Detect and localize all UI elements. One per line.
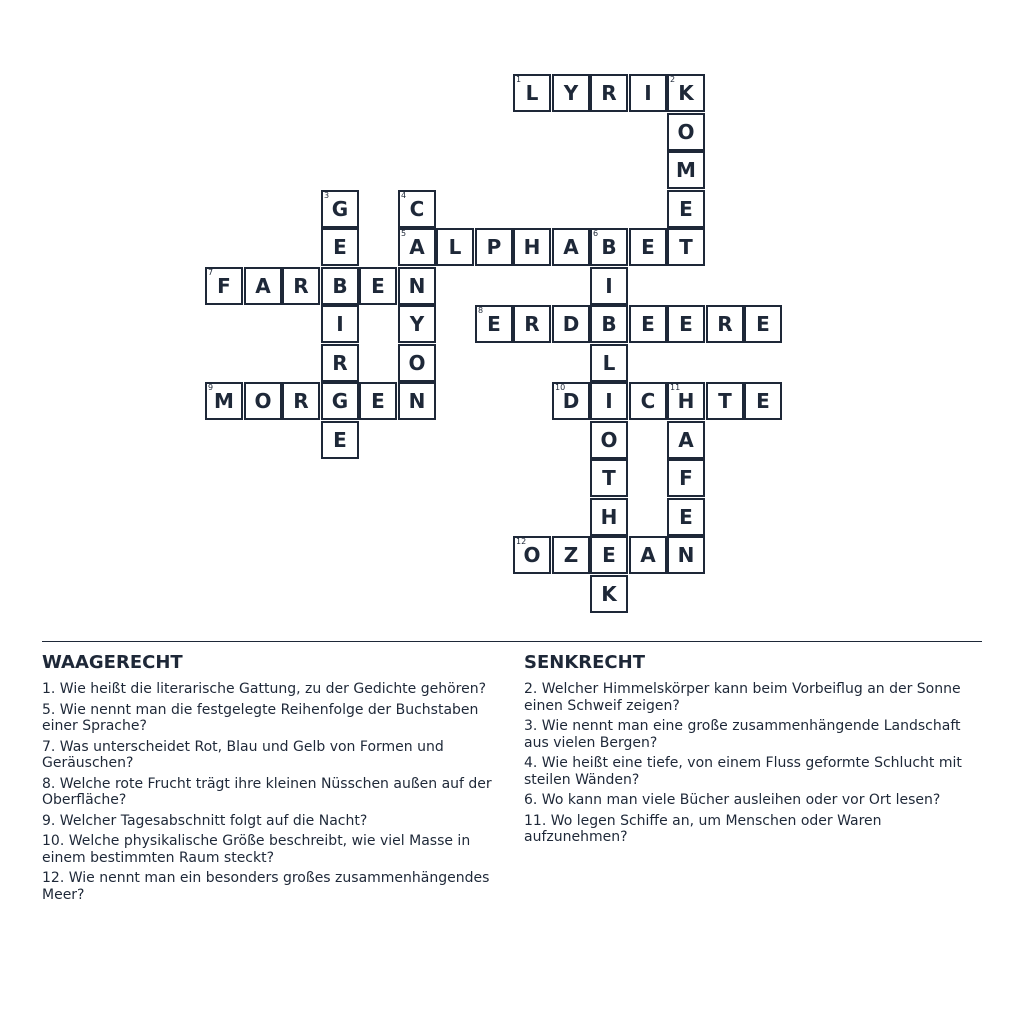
grid-cell[interactable] [590,228,628,266]
cell-letter: K [601,582,617,606]
cell-letter: B [601,312,617,336]
grid-cell[interactable] [629,228,667,266]
cell-letter: A [678,428,694,452]
grid-cell[interactable] [590,536,628,574]
grid-cell[interactable] [359,382,397,420]
cell-letter: R [524,312,540,336]
cell-letter: N [408,274,426,298]
cell-letter: O [523,543,541,567]
cell-letter: R [601,81,617,105]
cell-letter: I [605,389,613,413]
cell-letter: N [677,543,695,567]
clue-number: 2 [670,75,676,84]
grid-cell[interactable] [667,382,705,420]
cell-letter: E [641,312,655,336]
grid-cell[interactable] [282,267,320,305]
cell-letter: M [214,389,234,413]
grid-cell[interactable] [590,267,628,305]
grid-cell[interactable] [706,305,744,343]
clue-number: 6 [593,229,599,238]
cell-letter: E [602,543,616,567]
cell-letter: F [679,466,693,490]
grid-cell[interactable] [552,74,590,112]
cell-letter: Y [563,81,579,105]
grid-cell[interactable] [398,344,436,382]
grid-cell[interactable] [590,459,628,497]
cell-letter: Y [409,312,425,336]
cell-letter: L [525,81,539,105]
grid-cell[interactable] [667,151,705,189]
grid-cell[interactable] [667,190,705,228]
clue-across: 1. Wie heißt die literarische Gattung, zu der Gedichte gehören? [42,681,487,697]
cell-letter: C [640,389,656,413]
cell-letter: E [679,312,693,336]
cell-letter: Z [563,543,579,567]
cell-letter: E [756,389,770,413]
grid-cell[interactable] [590,498,628,536]
grid-cell[interactable] [398,267,436,305]
grid-cell[interactable] [667,113,705,151]
cell-letter: M [676,158,696,182]
clue-across: 12. Wie nennt man ein besonders großes zusammenhängendes Meer? [42,870,490,903]
grid-cell[interactable] [667,228,705,266]
cell-letter: E [371,274,385,298]
cell-letter: B [601,235,617,259]
clue-across: 7. Was unterscheidet Rot, Blau und Gelb von Formen und Geräuschen? [42,738,444,771]
clue-across: 8. Welche rote Frucht trägt ihre kleinen Nüsschen außen auf der Oberfläche? [42,775,492,808]
cell-letter: L [448,235,462,259]
grid-cell[interactable] [590,74,628,112]
clue-number: 7 [208,268,214,277]
clue-number: 5 [401,229,407,238]
across-heading: WAAGERECHT [42,652,183,673]
grid-cell[interactable] [513,536,551,574]
grid-cell[interactable] [398,305,436,343]
grid-cell[interactable] [321,421,359,459]
cell-letter: E [333,428,347,452]
grid-cell[interactable] [552,382,590,420]
grid-cell[interactable] [244,382,282,420]
cell-letter: T [602,466,616,490]
clue-across: 9. Welcher Tagesabschnitt folgt auf die Nacht? [42,812,368,829]
cell-letter: E [679,505,693,529]
grid-cell[interactable] [629,536,667,574]
grid-cell[interactable] [552,228,590,266]
grid-cell[interactable] [513,305,551,343]
clue-number: 11 [670,383,681,392]
cell-letter: H [523,235,541,259]
clue-number: 1 [516,75,522,84]
grid-cell[interactable] [398,382,436,420]
grid-cell[interactable] [321,190,359,228]
grid-cell[interactable] [667,421,705,459]
cell-letter: G [331,197,349,221]
cell-letter: O [677,120,695,144]
cell-letter: C [409,197,425,221]
clue-number: 10 [555,383,566,392]
grid-cell[interactable] [667,536,705,574]
cell-letter: E [756,312,770,336]
grid-cell[interactable] [475,305,513,343]
down-heading: SENKRECHT [524,652,645,673]
cell-letter: I [336,312,344,336]
cell-letter: R [293,389,309,413]
cell-letter: G [331,389,349,413]
grid-cell[interactable] [513,74,551,112]
grid-cell[interactable] [436,228,474,266]
cell-letter: E [371,389,385,413]
divider [42,641,982,642]
cell-letter: A [255,274,271,298]
grid-cell[interactable] [321,228,359,266]
grid-cell[interactable] [744,382,782,420]
clue-across: 10. Welche physikalische Größe beschreibt, wie viel Masse in einem bestimmten Raum steckt? [42,833,471,866]
grid-cell[interactable] [321,344,359,382]
cell-letter: F [217,274,231,298]
clue-number: 8 [478,306,484,315]
clue-down: 6. Wo kann man viele Bücher ausleihen oder vor Ort lesen? [524,792,941,808]
grid-cell[interactable] [552,305,590,343]
cell-letter: R [293,274,309,298]
across-clues [42,652,492,907]
cell-letter: O [408,351,426,375]
clue-number: 9 [208,383,214,392]
grid-cell[interactable] [590,305,628,343]
grid-cell[interactable] [359,267,397,305]
grid-cell[interactable] [398,190,436,228]
cell-letter: O [600,428,618,452]
grid-cell[interactable] [590,344,628,382]
grid-cell[interactable] [667,498,705,536]
grid-cell[interactable] [321,305,359,343]
grid-cell[interactable] [205,267,243,305]
cell-letter: A [640,543,656,567]
clue-down: 3. Wie nennt man eine große zusammenhängende Landschaft aus vielen Bergen? [524,718,961,751]
cell-letter: I [605,274,613,298]
cell-letter: R [717,312,733,336]
grid-cell[interactable] [667,305,705,343]
cell-letter: P [486,235,502,259]
grid-cell[interactable] [552,536,590,574]
clue-number: 12 [516,537,527,546]
cell-letter: E [679,197,693,221]
grid-cell[interactable] [629,305,667,343]
cell-letter: A [409,235,425,259]
cell-letter: H [600,505,618,529]
grid-cell[interactable] [321,267,359,305]
grid-cell[interactable] [629,382,667,420]
grid-cell[interactable] [398,228,436,266]
grid-cell[interactable] [205,382,243,420]
cell-letter: H [677,389,695,413]
cell-letter: I [644,81,652,105]
grid-cell[interactable] [590,421,628,459]
clue-down: 4. Wie heißt eine tiefe, von einem Fluss geformte Schlucht mit steilen Wänden? [524,755,962,788]
cell-letter: B [332,274,348,298]
clue-down: 11. Wo legen Schiffe an, um Menschen oder Waren aufzunehmen? [524,812,882,845]
clue-across: 5. Wie nennt man die festgelegte Reihenfolge der Buchstaben einer Sprache? [42,701,479,734]
grid-cell[interactable] [667,459,705,497]
cell-letter: L [602,351,616,375]
grid-cell[interactable] [629,74,667,112]
grid-cell[interactable] [706,382,744,420]
cell-letter: E [333,235,347,259]
clue-number: 3 [324,191,330,200]
cell-letter: N [408,389,426,413]
grid-cell[interactable] [282,382,320,420]
grid-cell[interactable] [590,382,628,420]
down-clues [524,652,974,850]
cell-letter: D [562,389,580,413]
cell-letter: E [487,312,501,336]
cell-letter: O [254,389,272,413]
grid-cell[interactable] [513,228,551,266]
grid-cell[interactable] [744,305,782,343]
grid-cell[interactable] [667,74,705,112]
cell-letter: K [678,81,694,105]
grid-cell[interactable] [475,228,513,266]
grid-cell[interactable] [321,382,359,420]
clue-down: 2. Welcher Himmelskörper kann beim Vorbeiflug an der Sonne einen Schweif zeigen? [524,681,961,714]
grid-cell[interactable] [244,267,282,305]
cell-letter: A [563,235,579,259]
cell-letter: T [718,389,732,413]
cell-letter: R [332,351,348,375]
cell-letter: D [562,312,580,336]
cell-letter: E [641,235,655,259]
clue-number: 4 [401,191,407,200]
cell-letter: T [679,235,693,259]
grid-cell[interactable] [590,575,628,613]
